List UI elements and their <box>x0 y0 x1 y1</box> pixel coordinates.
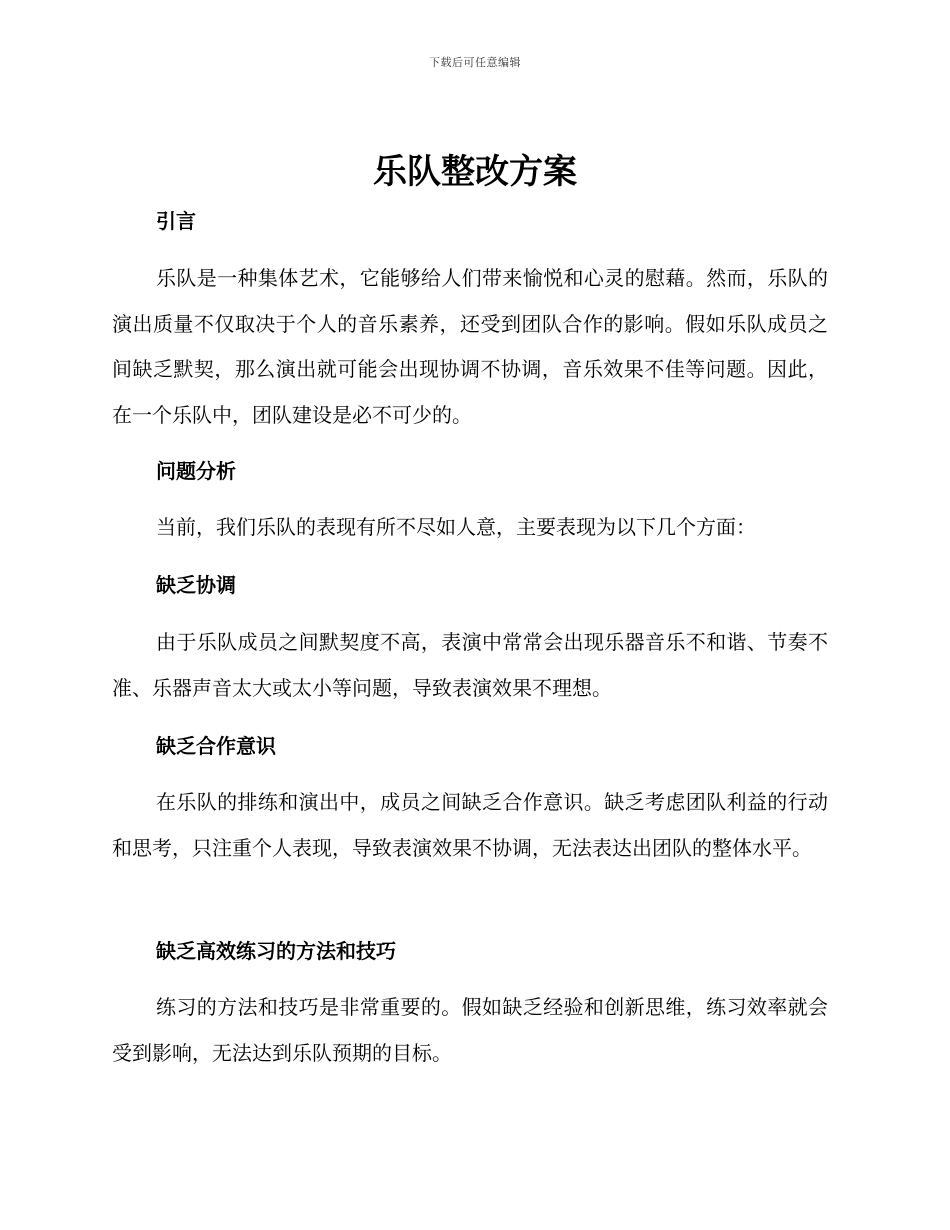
section-paragraph-introduction: 乐队是一种集体艺术，它能够给人们带来愉悦和心灵的慰藉。然而，乐队的演出质量不仅取决于个人的音乐素养，还受到团队合作的影响。假如乐队成员之间缺乏默契，那么演出就可能会出现协调不协调，音乐效果不佳等问题。因此，在一个乐队中，团队建设是必不可少的。 <box>112 266 828 427</box>
section-heading-problem-analysis: 问题分析 <box>156 459 236 483</box>
section-paragraph-problem-analysis: 当前，我们乐队的表现有所不尽如人意，主要表现为以下几个方面： <box>156 515 756 539</box>
section-paragraph-lack-of-cooperation: 在乐队的排练和演出中，成员之间缺乏合作意识。缺乏考虑团队利益的行动和思考，只注重个人表现，导致表演效果不协调，无法表达出团队的整体水平。 <box>112 790 828 860</box>
section-heading-lack-of-coordination: 缺乏协调 <box>156 573 236 597</box>
section-paragraph-lack-of-practice-methods: 练习的方法和技巧是非常重要的。假如缺乏经验和创新思维，练习效率就会受到影响，无法达到乐队预期的目标。 <box>112 995 828 1065</box>
section-paragraph-lack-of-coordination: 由于乐队成员之间默契度不高，表演中常常会出现乐器音乐不和谐、节奏不准、乐器声音太大或太小等问题，导致表演效果不理想。 <box>112 630 828 700</box>
section-heading-lack-of-cooperation: 缺乏合作意识 <box>156 734 276 758</box>
section-heading-lack-of-practice-methods: 缺乏高效练习的方法和技巧 <box>156 939 396 963</box>
document-title: 乐队整改方案 <box>373 152 577 192</box>
page-header: 下载后可任意编辑 <box>429 56 521 69</box>
section-heading-introduction: 引言 <box>156 209 196 233</box>
